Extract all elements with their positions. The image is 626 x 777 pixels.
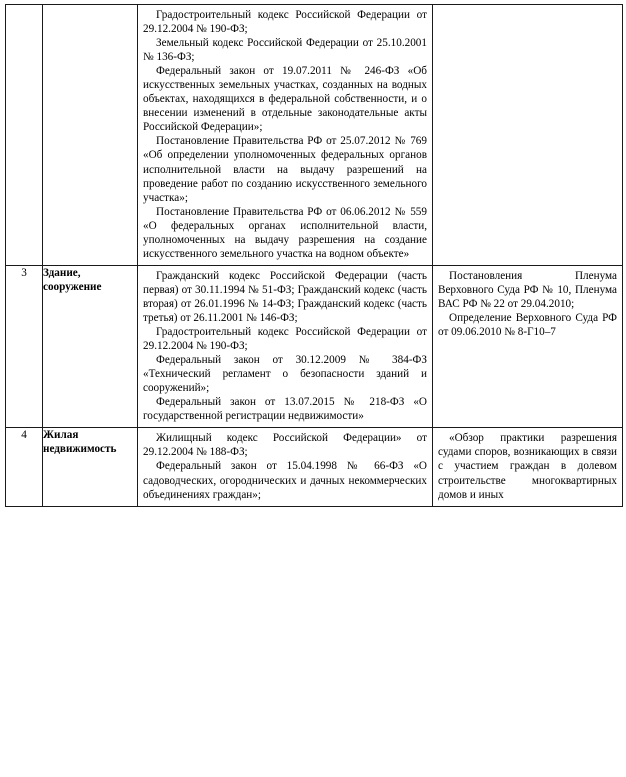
practice-paragraph: Определение Верховного Суда РФ от 09.06.2010 № 8-Г10–7	[438, 311, 617, 339]
practice-paragraph: Постановления Пленума Верховного Суда РФ № 10, Пленума ВАС РФ № 22 от 29.04.2010;	[438, 269, 617, 310]
act-paragraph: Гражданский кодекс Российской Федерации (часть первая) от 30.11.1994 № 51-ФЗ; Гражданский кодекс (часть вторая) от 26.01.1996 № 14-ФЗ; Гражданский кодекс (часть третья) от 26.11.2001 № 146-ФЗ;	[143, 269, 427, 324]
legal-reference-table	[5, 4, 623, 507]
row-acts-cell	[138, 5, 433, 266]
row-number: 3	[21, 266, 27, 279]
row-object-label: Жилая недвижимость	[43, 429, 117, 456]
table-row	[6, 428, 623, 506]
row-number-cell	[6, 428, 43, 506]
row-object-label: Здание, сооружение	[43, 266, 102, 293]
act-paragraph: Постановление Правительства РФ от 06.06.2012 № 559 «О федеральных органах исполнительной власти, уполномоченных на выдачу разрешения на создание искусственного земельного участка на водном объекте»	[143, 205, 427, 260]
practice-paragraph: «Обзор практики разрешения судами споров, возникающих в связи с участием граждан в долевом строительстве многоквартирных домов и иных	[438, 432, 617, 501]
row-number-cell	[6, 265, 43, 428]
row-number: 4	[21, 429, 27, 442]
act-paragraph: Градостроительный кодекс Российской Федерации от 29.12.2004 № 190-ФЗ;	[143, 9, 427, 36]
act-paragraph: Земельный кодекс Российской Федерации от 25.10.2001 № 136-ФЗ;	[143, 37, 427, 64]
row-object-cell	[43, 265, 138, 428]
row-practice-cell	[433, 5, 623, 266]
table-row	[6, 265, 623, 428]
row-acts-cell	[138, 265, 433, 428]
row-number-cell	[6, 5, 43, 266]
act-paragraph: Градостроительный кодекс Российской Федерации от 29.12.2004 № 190-ФЗ;	[143, 326, 427, 353]
act-paragraph: Федеральный закон от 30.12.2009 № 384-ФЗ «Технический регламент о безопасности зданий и сооружений»;	[143, 354, 427, 395]
row-object-cell	[43, 5, 138, 266]
row-practice-cell	[433, 265, 623, 428]
act-paragraph: Постановление Правительства РФ от 25.07.2012 № 769 «Об определении уполномоченных федеральных органов исполнительной власти на выдачу разрешений на проведение работ по созданию искусственного земельного участка»;	[143, 135, 427, 204]
act-paragraph: Федеральный закон от 15.04.1998 № 66-ФЗ «О садоводческих, огороднических и дачных некоммерческих объединениях граждан»;	[143, 460, 427, 501]
row-object-cell	[43, 428, 138, 506]
act-paragraph: Федеральный закон от 13.07.2015 № 218-ФЗ «О государственной регистрации недвижимости»	[143, 396, 427, 423]
act-paragraph: Жилищный кодекс Российской Федерации» от 29.12.2004 № 188-ФЗ;	[143, 432, 427, 459]
row-acts-cell	[138, 428, 433, 506]
act-paragraph: Федеральный закон от 19.07.2011 № 246-ФЗ «Об искусственных земельных участках, созданных на водных объектах, находящихся в федеральной собственности, и о внесении изменений в отдельные законодательные акты Российской Федерации»;	[143, 65, 427, 134]
row-practice-cell	[433, 428, 623, 506]
table-row	[6, 5, 623, 266]
